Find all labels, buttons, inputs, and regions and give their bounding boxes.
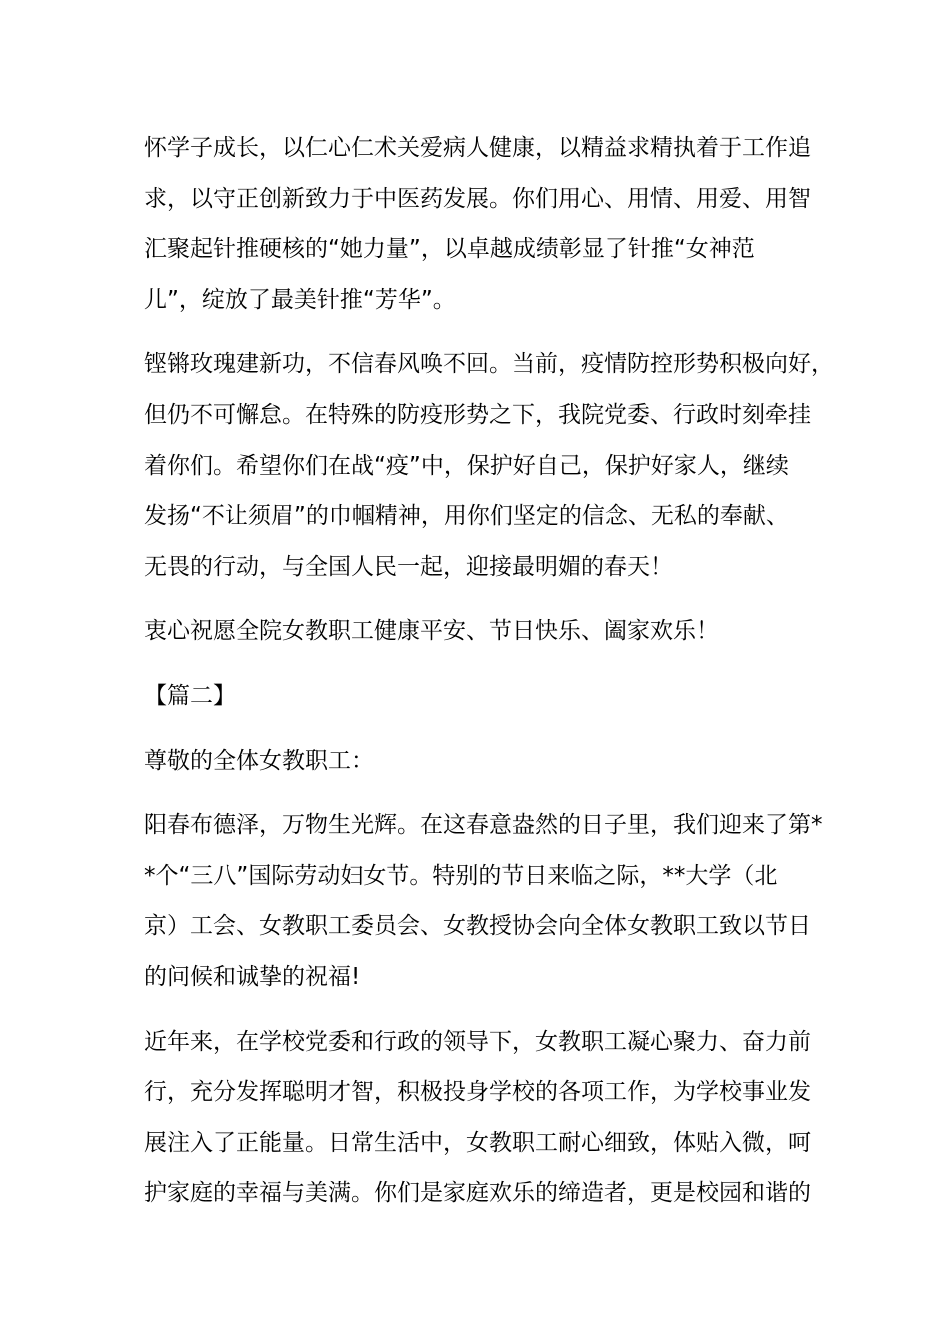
text-line: 汇聚起针推硬核的“她力量”，以卓越成绩彰显了针推“女神范 [144,236,755,263]
text-line: 儿”，绽放了最美针推“芳华”。 [144,286,456,313]
text-line: 求，以守正创新致力于中医药发展。你们用心、用情、用爱、用智 [144,185,811,212]
text-line: 怀学子成长，以仁心仁术关爱病人健康，以精益求精执着于工作追 [144,135,811,161]
paragraph-4 [144,800,823,1002]
section-heading [144,671,816,722]
paragraph-2 [144,339,834,592]
paragraph-3 [144,606,816,657]
text-line: 近年来，在学校党委和行政的领导下，女教职工凝心聚力、奋力前 [144,1028,811,1055]
paragraph-1 [144,123,816,325]
text-line: 衷心祝愿全院女教职工健康平安、节日快乐、阖家欢乐！ [144,618,719,645]
document-body [144,123,834,1233]
text-line: 无畏的行动，与全国人民一起，迎接最明媚的春天！ [144,553,673,580]
text-line: 铿锵玫瑰建新功，不信春风唤不回。当前，疫情防控形势积极向好， [144,351,834,378]
text-line: 但仍不可懈怠。在特殊的防疫形势之下，我院党委、行政时刻牵挂 [144,401,811,428]
text-line: 京）工会、女教职工委员会、女教授协会向全体女教职工致以节日 [144,913,811,940]
salutation [144,736,816,787]
text-line: 【篇二】 [144,682,236,709]
text-line: 展注入了正能量。日常生活中，女教职工耐心细致，体贴入微，呵 [144,1129,811,1156]
text-line: 护家庭的幸福与美满。你们是家庭欢乐的缔造者，更是校园和谐的 [144,1180,811,1207]
text-line: 着你们。希望你们在战“疫”中，保护好自己，保护好家人，继续 [144,452,789,479]
text-line: 的问候和诚挚的祝福! [144,963,361,990]
text-line: 行，充分发挥聪明才智，积极投身学校的各项工作，为学校事业发 [144,1079,811,1106]
paragraph-5 [144,1017,816,1219]
text-line: *个“三八”国际劳动妇女节。特别的节日来临之际，**大学（北 [144,862,778,889]
text-line: 尊敬的全体女教职工： [144,747,374,774]
text-line: 发扬“不让须眉”的巾帼精神，用你们坚定的信念、无私的奉献、 [144,503,789,530]
text-line: 阳春布德泽，万物生光辉。在这春意盎然的日子里，我们迎来了第* [144,812,823,839]
